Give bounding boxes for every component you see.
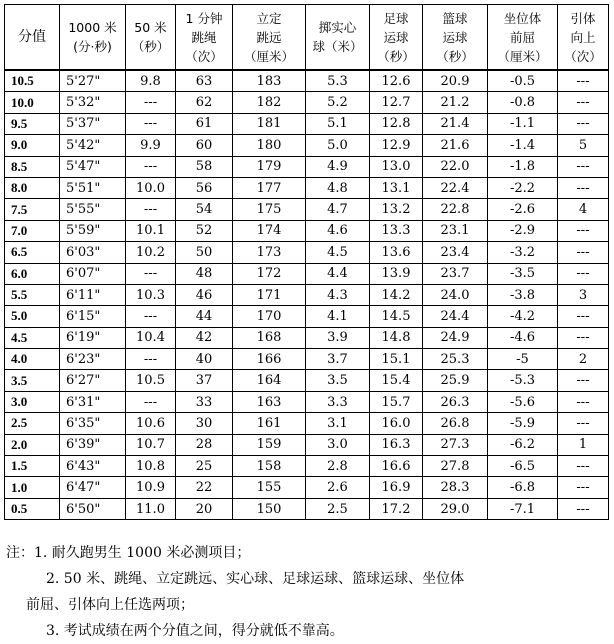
cell-medicine-ball: 3.1 [306, 413, 370, 434]
cell-football-dribble: 14.5 [370, 306, 423, 327]
cell-football-dribble: 13.2 [370, 199, 423, 220]
cell-basketball-dribble: 23.7 [423, 263, 488, 284]
column-header-run-1000m [60, 5, 126, 71]
column-header-line: 引体 [570, 10, 596, 26]
table-row [5, 477, 609, 498]
cell-medicine-ball: 4.3 [306, 284, 370, 305]
cell-standing-long-jump: 172 [233, 263, 306, 284]
cell-jump-rope: 30 [176, 413, 233, 434]
cell-basketball-dribble: 21.2 [423, 92, 488, 113]
cell-football-dribble: 12.7 [370, 92, 423, 113]
cell-medicine-ball: 3.0 [306, 434, 370, 455]
column-header-line: （厘米） [243, 48, 294, 64]
column-header-line: 向上 [570, 29, 596, 45]
cell-jump-rope: 60 [176, 135, 233, 156]
cell-jump-rope: 48 [176, 263, 233, 284]
score-cell: 3.5 [5, 370, 60, 391]
cell-sprint-50m: --- [126, 349, 176, 370]
cell-football-dribble: 14.2 [370, 284, 423, 305]
cell-sit-and-reach: -0.5 [488, 70, 558, 92]
table-row [5, 199, 609, 220]
cell-sit-and-reach: -1.4 [488, 135, 558, 156]
cell-sprint-50m: --- [126, 306, 176, 327]
score-cell: 4.5 [5, 327, 60, 348]
cell-pull-up: --- [558, 391, 609, 412]
cell-standing-long-jump: 173 [233, 242, 306, 263]
cell-medicine-ball: 5.0 [306, 135, 370, 156]
score-cell: 1.0 [5, 477, 60, 498]
cell-jump-rope: 20 [176, 498, 233, 519]
column-header-line: （秒） [131, 39, 170, 54]
cell-basketball-dribble: 27.3 [423, 434, 488, 455]
cell-sit-and-reach: -3.8 [488, 284, 558, 305]
cell-sprint-50m: 10.9 [126, 477, 176, 498]
column-header-line: 跳远 [256, 29, 282, 45]
cell-jump-rope: 33 [176, 391, 233, 412]
cell-run-1000m: 5'59" [60, 220, 126, 241]
cell-football-dribble: 16.6 [370, 456, 423, 477]
cell-medicine-ball: 4.5 [306, 242, 370, 263]
note-item-3: 3. 考试成绩在两个分值之间，得分就低不靠高。 [46, 623, 344, 639]
score-cell: 4.0 [5, 349, 60, 370]
cell-jump-rope: 50 [176, 242, 233, 263]
column-header-sprint-50m [126, 5, 176, 71]
cell-basketball-dribble: 22.0 [423, 156, 488, 177]
cell-run-1000m: 6'47" [60, 477, 126, 498]
score-table [4, 4, 609, 520]
cell-standing-long-jump: 158 [233, 456, 306, 477]
cell-run-1000m: 6'15" [60, 306, 126, 327]
table-row [5, 327, 609, 348]
table-row [5, 70, 609, 92]
cell-basketball-dribble: 24.0 [423, 284, 488, 305]
cell-basketball-dribble: 25.9 [423, 370, 488, 391]
cell-football-dribble: 15.7 [370, 391, 423, 412]
cell-run-1000m: 5'42" [60, 135, 126, 156]
table-row [5, 456, 609, 477]
cell-football-dribble: 16.9 [370, 477, 423, 498]
table-body [5, 70, 609, 520]
cell-jump-rope: 42 [176, 327, 233, 348]
table-row [5, 306, 609, 327]
column-header-standing-long-jump [233, 5, 306, 71]
cell-jump-rope: 54 [176, 199, 233, 220]
cell-basketball-dribble: 26.8 [423, 413, 488, 434]
column-header-line: 掷实心 [318, 20, 357, 35]
cell-sprint-50m: --- [126, 391, 176, 412]
cell-sit-and-reach: -5 [488, 349, 558, 370]
note-line-2 [6, 566, 608, 592]
cell-sit-and-reach: -5.3 [488, 370, 558, 391]
cell-basketball-dribble: 22.8 [423, 199, 488, 220]
column-header-basketball-dribble [423, 5, 488, 71]
cell-standing-long-jump: 155 [233, 477, 306, 498]
cell-standing-long-jump: 161 [233, 413, 306, 434]
cell-basketball-dribble: 23.1 [423, 220, 488, 241]
cell-football-dribble: 16.0 [370, 413, 423, 434]
column-header-line: 足球 [383, 10, 409, 26]
cell-standing-long-jump: 170 [233, 306, 306, 327]
score-cell: 6.0 [5, 263, 60, 284]
cell-run-1000m: 6'23" [60, 349, 126, 370]
cell-basketball-dribble: 27.8 [423, 456, 488, 477]
cell-medicine-ball: 2.5 [306, 498, 370, 519]
cell-pull-up: --- [558, 370, 609, 391]
cell-pull-up: --- [558, 327, 609, 348]
cell-basketball-dribble: 24.4 [423, 306, 488, 327]
column-header-football-dribble [370, 5, 423, 71]
cell-pull-up: --- [558, 242, 609, 263]
cell-pull-up: 1 [558, 434, 609, 455]
cell-medicine-ball: 5.3 [306, 70, 370, 92]
cell-standing-long-jump: 179 [233, 156, 306, 177]
cell-standing-long-jump: 181 [233, 113, 306, 134]
cell-medicine-ball: 2.6 [306, 477, 370, 498]
score-cell: 8.0 [5, 177, 60, 198]
cell-sprint-50m: --- [126, 156, 176, 177]
cell-sit-and-reach: -5.6 [488, 391, 558, 412]
column-header-line: （秒） [377, 48, 415, 64]
cell-pull-up: --- [558, 70, 609, 92]
table-row [5, 284, 609, 305]
table-row [5, 263, 609, 284]
notes [6, 540, 608, 644]
cell-pull-up: --- [558, 177, 609, 198]
score-cell: 5.0 [5, 306, 60, 327]
cell-pull-up: --- [558, 92, 609, 113]
cell-standing-long-jump: 163 [233, 391, 306, 412]
cell-medicine-ball: 4.7 [306, 199, 370, 220]
column-header-line: 球（米） [312, 39, 363, 54]
cell-sprint-50m: 10.5 [126, 370, 176, 391]
column-header-pull-up [558, 5, 609, 71]
cell-jump-rope: 28 [176, 434, 233, 455]
cell-sprint-50m: 10.8 [126, 456, 176, 477]
cell-run-1000m: 5'27" [60, 70, 126, 92]
cell-run-1000m: 5'47" [60, 156, 126, 177]
cell-medicine-ball: 5.2 [306, 92, 370, 113]
cell-run-1000m: 6'31" [60, 391, 126, 412]
cell-standing-long-jump: 166 [233, 349, 306, 370]
cell-football-dribble: 16.3 [370, 434, 423, 455]
cell-standing-long-jump: 174 [233, 220, 306, 241]
cell-run-1000m: 6'03" [60, 242, 126, 263]
cell-football-dribble: 13.1 [370, 177, 423, 198]
cell-sprint-50m: 10.3 [126, 284, 176, 305]
cell-pull-up: 2 [558, 349, 609, 370]
cell-basketball-dribble: 21.4 [423, 113, 488, 134]
cell-medicine-ball: 5.1 [306, 113, 370, 134]
cell-football-dribble: 12.6 [370, 70, 423, 92]
table-row [5, 413, 609, 434]
cell-sprint-50m: 9.8 [126, 70, 176, 92]
cell-medicine-ball: 3.3 [306, 391, 370, 412]
table-header-row [5, 5, 609, 71]
cell-medicine-ball: 4.1 [306, 306, 370, 327]
column-header-line: 跳绳 [191, 29, 217, 45]
cell-football-dribble: 14.8 [370, 327, 423, 348]
cell-pull-up: --- [558, 113, 609, 134]
column-header-line: （次） [564, 48, 602, 64]
column-header-line: 1 分钟 [185, 10, 223, 26]
column-header-line: （次） [185, 48, 223, 64]
column-header-line: 分值 [18, 28, 46, 45]
cell-medicine-ball: 3.9 [306, 327, 370, 348]
cell-run-1000m: 5'55" [60, 199, 126, 220]
table-row [5, 391, 609, 412]
cell-sit-and-reach: -3.2 [488, 242, 558, 263]
cell-football-dribble: 12.9 [370, 135, 423, 156]
cell-medicine-ball: 4.9 [306, 156, 370, 177]
cell-jump-rope: 37 [176, 370, 233, 391]
score-cell: 2.0 [5, 434, 60, 455]
cell-pull-up: 4 [558, 199, 609, 220]
cell-sit-and-reach: -2.2 [488, 177, 558, 198]
cell-standing-long-jump: 164 [233, 370, 306, 391]
column-header-score [5, 5, 60, 71]
cell-jump-rope: 63 [176, 70, 233, 92]
column-header-line: 前屈 [509, 29, 535, 45]
cell-jump-rope: 58 [176, 156, 233, 177]
cell-run-1000m: 5'32" [60, 92, 126, 113]
table-row [5, 177, 609, 198]
column-header-medicine-ball [306, 5, 370, 71]
column-header-line: 1000 米 [68, 20, 117, 35]
cell-medicine-ball: 4.4 [306, 263, 370, 284]
cell-pull-up: --- [558, 413, 609, 434]
cell-medicine-ball: 4.6 [306, 220, 370, 241]
cell-jump-rope: 52 [176, 220, 233, 241]
cell-jump-rope: 62 [176, 92, 233, 113]
cell-run-1000m: 6'43" [60, 456, 126, 477]
note-prefix: 注： [6, 545, 34, 561]
table-row [5, 498, 609, 519]
cell-run-1000m: 6'27" [60, 370, 126, 391]
cell-basketball-dribble: 23.4 [423, 242, 488, 263]
column-header-jump-rope [176, 5, 233, 71]
cell-football-dribble: 13.6 [370, 242, 423, 263]
cell-basketball-dribble: 22.4 [423, 177, 488, 198]
cell-pull-up: --- [558, 306, 609, 327]
column-header-line: 50 米 [134, 20, 167, 35]
table-row [5, 220, 609, 241]
cell-sprint-50m: 10.1 [126, 220, 176, 241]
cell-sit-and-reach: -1.8 [488, 156, 558, 177]
score-cell: 8.5 [5, 156, 60, 177]
score-cell: 0.5 [5, 498, 60, 519]
note-line-3 [6, 592, 608, 618]
note-item-2-cont: 前屈、引体向上任选两项； [26, 597, 194, 613]
cell-sit-and-reach: -6.5 [488, 456, 558, 477]
cell-sprint-50m: 9.9 [126, 135, 176, 156]
cell-jump-rope: 22 [176, 477, 233, 498]
cell-standing-long-jump: 182 [233, 92, 306, 113]
cell-medicine-ball: 2.8 [306, 456, 370, 477]
table-row [5, 434, 609, 455]
cell-run-1000m: 6'39" [60, 434, 126, 455]
table-row [5, 370, 609, 391]
cell-jump-rope: 25 [176, 456, 233, 477]
cell-pull-up: --- [558, 498, 609, 519]
cell-run-1000m: 6'19" [60, 327, 126, 348]
cell-standing-long-jump: 183 [233, 70, 306, 92]
score-cell: 7.0 [5, 220, 60, 241]
column-header-line: （秒） [436, 48, 474, 64]
column-header-line: 运球 [442, 29, 468, 45]
cell-standing-long-jump: 171 [233, 284, 306, 305]
score-cell: 1.5 [5, 456, 60, 477]
cell-run-1000m: 6'35" [60, 413, 126, 434]
cell-sit-and-reach: -3.5 [488, 263, 558, 284]
score-cell: 10.5 [5, 70, 60, 92]
cell-medicine-ball: 3.5 [306, 370, 370, 391]
cell-sprint-50m: 10.6 [126, 413, 176, 434]
cell-run-1000m: 6'11" [60, 284, 126, 305]
cell-run-1000m: 6'50" [60, 498, 126, 519]
note-item-1: 1. 耐久跑男生 1000 米必测项目； [34, 545, 251, 561]
score-cell: 5.5 [5, 284, 60, 305]
cell-pull-up: --- [558, 456, 609, 477]
cell-sit-and-reach: -6.2 [488, 434, 558, 455]
cell-sit-and-reach: -5.9 [488, 413, 558, 434]
cell-pull-up: --- [558, 477, 609, 498]
cell-jump-rope: 56 [176, 177, 233, 198]
cell-sit-and-reach: -2.6 [488, 199, 558, 220]
cell-standing-long-jump: 177 [233, 177, 306, 198]
note-line-1 [6, 540, 608, 566]
column-header-line: (分·秒) [73, 39, 112, 54]
column-header-line: （厘米） [497, 48, 548, 64]
score-cell: 3.0 [5, 391, 60, 412]
cell-jump-rope: 46 [176, 284, 233, 305]
cell-sit-and-reach: -4.2 [488, 306, 558, 327]
cell-run-1000m: 5'51" [60, 177, 126, 198]
cell-sprint-50m: 10.0 [126, 177, 176, 198]
cell-football-dribble: 13.0 [370, 156, 423, 177]
column-header-line: 立定 [256, 10, 282, 26]
cell-medicine-ball: 3.7 [306, 349, 370, 370]
cell-pull-up: 3 [558, 284, 609, 305]
cell-sprint-50m: 10.4 [126, 327, 176, 348]
column-header-line: 坐位体 [503, 10, 542, 26]
table-row [5, 135, 609, 156]
cell-sprint-50m: --- [126, 92, 176, 113]
cell-sprint-50m: 10.2 [126, 242, 176, 263]
cell-football-dribble: 13.9 [370, 263, 423, 284]
cell-sprint-50m: 10.7 [126, 434, 176, 455]
cell-pull-up: --- [558, 156, 609, 177]
cell-pull-up: --- [558, 263, 609, 284]
cell-medicine-ball: 4.8 [306, 177, 370, 198]
cell-standing-long-jump: 180 [233, 135, 306, 156]
column-header-line: 篮球 [442, 10, 468, 26]
cell-sit-and-reach: -0.8 [488, 92, 558, 113]
cell-football-dribble: 12.8 [370, 113, 423, 134]
cell-football-dribble: 17.2 [370, 498, 423, 519]
cell-run-1000m: 6'07" [60, 263, 126, 284]
column-header-line: 运球 [383, 29, 409, 45]
cell-pull-up: --- [558, 220, 609, 241]
cell-sprint-50m: --- [126, 113, 176, 134]
cell-basketball-dribble: 21.6 [423, 135, 488, 156]
cell-run-1000m: 5'37" [60, 113, 126, 134]
cell-jump-rope: 40 [176, 349, 233, 370]
score-cell: 9.0 [5, 135, 60, 156]
cell-pull-up: 5 [558, 135, 609, 156]
cell-sit-and-reach: -2.9 [488, 220, 558, 241]
score-cell: 6.5 [5, 242, 60, 263]
cell-standing-long-jump: 159 [233, 434, 306, 455]
table-row [5, 92, 609, 113]
cell-sit-and-reach: -1.1 [488, 113, 558, 134]
cell-basketball-dribble: 24.9 [423, 327, 488, 348]
note-item-2: 2. 50 米、跳绳、立定跳远、实心球、足球运球、篮球运球、坐位体 [46, 571, 465, 587]
cell-basketball-dribble: 20.9 [423, 70, 488, 92]
cell-football-dribble: 13.3 [370, 220, 423, 241]
cell-sprint-50m: --- [126, 199, 176, 220]
cell-sprint-50m: --- [126, 263, 176, 284]
cell-football-dribble: 15.4 [370, 370, 423, 391]
score-cell: 7.5 [5, 199, 60, 220]
cell-basketball-dribble: 25.3 [423, 349, 488, 370]
cell-sit-and-reach: -7.1 [488, 498, 558, 519]
cell-basketball-dribble: 29.0 [423, 498, 488, 519]
cell-football-dribble: 15.1 [370, 349, 423, 370]
score-cell: 2.5 [5, 413, 60, 434]
table-row [5, 156, 609, 177]
cell-jump-rope: 61 [176, 113, 233, 134]
cell-sit-and-reach: -4.6 [488, 327, 558, 348]
cell-standing-long-jump: 175 [233, 199, 306, 220]
cell-sprint-50m: 11.0 [126, 498, 176, 519]
column-header-sit-and-reach [488, 5, 558, 71]
table-row [5, 113, 609, 134]
cell-basketball-dribble: 28.3 [423, 477, 488, 498]
cell-sit-and-reach: -6.8 [488, 477, 558, 498]
cell-jump-rope: 44 [176, 306, 233, 327]
cell-standing-long-jump: 150 [233, 498, 306, 519]
note-line-4 [6, 618, 608, 644]
table-row [5, 242, 609, 263]
cell-standing-long-jump: 168 [233, 327, 306, 348]
score-cell: 10.0 [5, 92, 60, 113]
cell-basketball-dribble: 26.3 [423, 391, 488, 412]
score-cell: 9.5 [5, 113, 60, 134]
table-row [5, 349, 609, 370]
